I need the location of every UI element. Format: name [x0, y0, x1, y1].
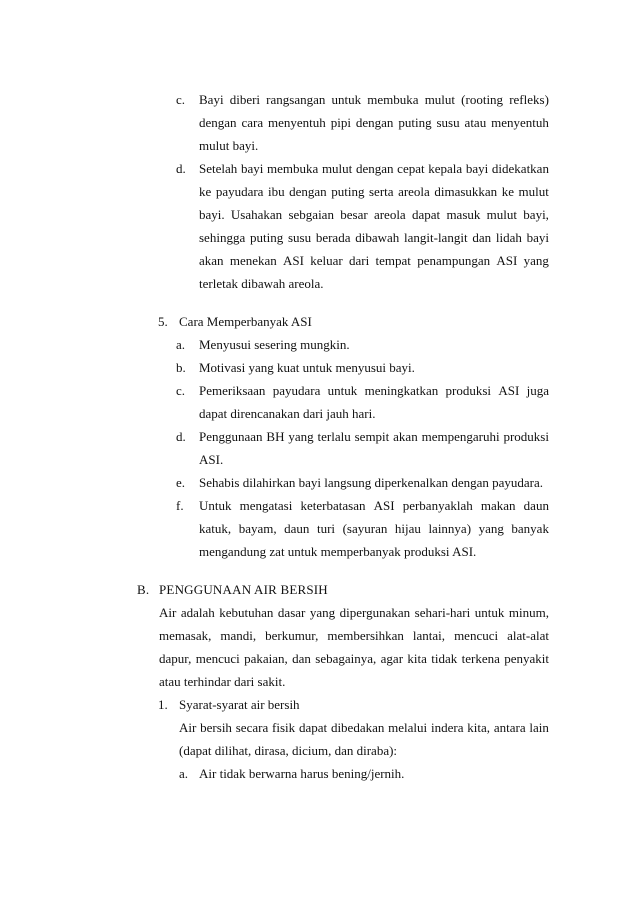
list-number: 1. — [158, 697, 168, 712]
list-item-line: terletak dibawah areola. — [199, 276, 324, 291]
section-heading: PENGGUNAAN AIR BERSIH — [159, 582, 328, 597]
list-label: a. — [179, 766, 189, 781]
list-item-line: Sehabis dilahirkan bayi langsung diperkenalkan dengan payudara. — [199, 475, 544, 490]
paragraph-line: dapur, mencuci pakaian, dan sebagainya, agar kita tidak terkena penyakit — [159, 651, 549, 666]
paragraph-line: atau terhindar dari sakit. — [159, 674, 286, 689]
section-label: B. — [137, 582, 150, 597]
list-label: e. — [176, 475, 186, 490]
list-label: f. — [176, 498, 184, 513]
list-label: c. — [176, 383, 186, 398]
list-heading: Cara Memperbanyak ASI — [179, 314, 312, 329]
list-item-line: dapat direncanakan dari jauh hari. — [199, 406, 376, 421]
list-label: d. — [176, 161, 186, 176]
list-item-line: Pemeriksaan payudara untuk meningkatkan produksi ASI juga — [199, 383, 549, 398]
list-item-line: sehingga puting susu berada dibawah langit-langit dan lidah bayi — [199, 230, 549, 245]
list-item-line: Penggunaan BH yang terlalu sempit akan mempengaruhi produksi — [199, 429, 549, 444]
list-item-line: dengan cara menyentuh pipi dengan puting susu atau menyentuh — [199, 115, 549, 130]
list-label: a. — [176, 337, 186, 352]
list-item-line: mengandung zat untuk memperbanyak produksi ASI. — [199, 544, 477, 559]
paragraph-line: Air bersih secara fisik dapat dibedakan melalui indera kita, antara lain — [179, 720, 549, 735]
list-item-line: Air tidak berwarna harus bening/jernih. — [199, 766, 405, 781]
list-item-line: Motivasi yang kuat untuk menyusui bayi. — [199, 360, 415, 375]
list-item-line: akan menekan ASI keluar dari tempat penampungan ASI yang — [199, 253, 549, 268]
list-item-line: mulut bayi. — [199, 138, 259, 153]
list-item-line: Untuk mengatasi keterbatasan ASI perbanyaklah makan daun — [199, 498, 549, 513]
list-item-line: Menyusui sesering mungkin. — [199, 337, 350, 352]
list-number: 5. — [158, 314, 168, 329]
paragraph-line: (dapat dilihat, dirasa, dicium, dan diraba): — [179, 743, 398, 758]
list-item-line: ke payudara ibu dengan puting serta areola dimasukkan ke mulut — [199, 184, 549, 199]
list-item-line: Setelah bayi membuka mulut dengan cepat kepala bayi didekatkan — [199, 161, 549, 176]
list-heading: Syarat-syarat air bersih — [179, 697, 300, 712]
list-item-line: bayi. Usahakan sebgaian besar areola dapat masuk mulut bayi, — [199, 207, 549, 222]
list-item-line: katuk, bayam, daun turi (sayuran hijau lainnya) yang banyak — [199, 521, 549, 536]
list-item-line: Bayi diberi rangsangan untuk membuka mulut (rooting refleks) — [199, 92, 549, 107]
paragraph-line: memasak, mandi, berkumur, membersihkan lantai, mencuci alat-alat — [159, 628, 549, 643]
list-label: b. — [176, 360, 186, 375]
list-label: c. — [176, 92, 186, 107]
paragraph-line: Air adalah kebutuhan dasar yang dipergunakan sehari-hari untuk minum, — [159, 605, 549, 620]
list-item-line: ASI. — [199, 452, 224, 467]
list-label: d. — [176, 429, 186, 444]
